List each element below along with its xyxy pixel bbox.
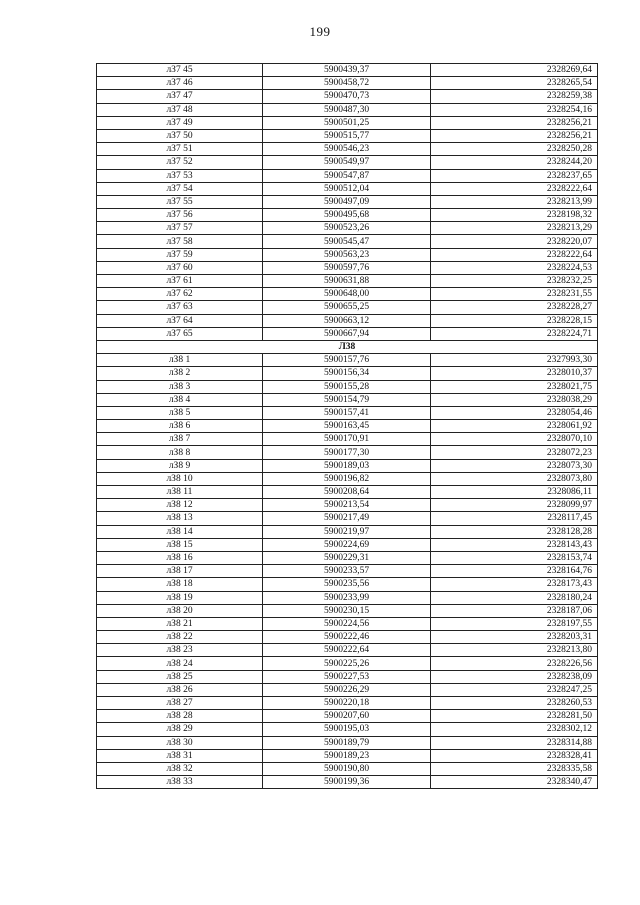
point-id-cell: лЗ8 2 [97, 367, 263, 380]
table-row [97, 77, 598, 90]
x-coordinate-cell: 5900189,03 [263, 459, 431, 472]
table-row [97, 697, 598, 710]
y-coordinate-cell: 2328340,47 [431, 776, 598, 789]
table-row [97, 578, 598, 591]
x-coordinate-cell: 5900512,04 [263, 182, 431, 195]
y-coordinate-cell: 2328260,53 [431, 697, 598, 710]
y-coordinate-cell: 2328086,11 [431, 486, 598, 499]
point-id-cell: лЗ8 25 [97, 670, 263, 683]
x-coordinate-cell: 5900229,31 [263, 551, 431, 564]
table-body-top [97, 64, 598, 341]
y-coordinate-cell: 2328073,80 [431, 472, 598, 485]
y-coordinate-cell: 2328238,09 [431, 670, 598, 683]
y-coordinate-cell: 2328314,88 [431, 736, 598, 749]
table-row [97, 182, 598, 195]
x-coordinate-cell: 5900208,64 [263, 486, 431, 499]
point-id-cell: лЗ8 22 [97, 631, 263, 644]
y-coordinate-cell: 2328187,06 [431, 604, 598, 617]
y-coordinate-cell: 2328250,28 [431, 143, 598, 156]
y-coordinate-cell: 2328226,56 [431, 657, 598, 670]
point-id-cell: лЗ8 19 [97, 591, 263, 604]
y-coordinate-cell: 2328302,12 [431, 723, 598, 736]
point-id-cell: лЗ7 58 [97, 235, 263, 248]
x-coordinate-cell: 5900157,41 [263, 406, 431, 419]
point-id-cell: лЗ7 55 [97, 195, 263, 208]
table-row [97, 235, 598, 248]
point-id-cell: лЗ7 50 [97, 129, 263, 142]
point-id-cell: лЗ8 4 [97, 393, 263, 406]
x-coordinate-cell: 5900163,45 [263, 420, 431, 433]
x-coordinate-cell: 5900157,76 [263, 354, 431, 367]
table-row [97, 393, 598, 406]
x-coordinate-cell: 5900196,82 [263, 472, 431, 485]
point-id-cell: лЗ7 54 [97, 182, 263, 195]
x-coordinate-cell: 5900220,18 [263, 697, 431, 710]
coordinates-table [96, 63, 598, 789]
x-coordinate-cell: 5900170,91 [263, 433, 431, 446]
table-row [97, 354, 598, 367]
point-id-cell: лЗ7 53 [97, 169, 263, 182]
x-coordinate-cell: 5900224,69 [263, 538, 431, 551]
table-row [97, 762, 598, 775]
x-coordinate-cell: 5900655,25 [263, 301, 431, 314]
x-coordinate-cell: 5900222,46 [263, 631, 431, 644]
y-coordinate-cell: 2328328,41 [431, 749, 598, 762]
table-row [97, 631, 598, 644]
point-id-cell: лЗ7 60 [97, 261, 263, 274]
x-coordinate-cell: 5900470,73 [263, 90, 431, 103]
point-id-cell: лЗ8 17 [97, 565, 263, 578]
x-coordinate-cell: 5900177,30 [263, 446, 431, 459]
point-id-cell: лЗ7 52 [97, 156, 263, 169]
point-id-cell: лЗ7 47 [97, 90, 263, 103]
y-coordinate-cell: 2328259,38 [431, 90, 598, 103]
point-id-cell: лЗ7 63 [97, 301, 263, 314]
table-row [97, 156, 598, 169]
x-coordinate-cell: 5900563,23 [263, 248, 431, 261]
point-id-cell: лЗ8 6 [97, 420, 263, 433]
table-row [97, 90, 598, 103]
table-row [97, 736, 598, 749]
y-coordinate-cell: 2328203,31 [431, 631, 598, 644]
y-coordinate-cell: 2328213,99 [431, 195, 598, 208]
y-coordinate-cell: 2328153,74 [431, 551, 598, 564]
point-id-cell: лЗ8 33 [97, 776, 263, 789]
table-row [97, 288, 598, 301]
table-row [97, 301, 598, 314]
x-coordinate-cell: 5900549,97 [263, 156, 431, 169]
table-row [97, 591, 598, 604]
y-coordinate-cell: 2328180,24 [431, 591, 598, 604]
x-coordinate-cell: 5900597,76 [263, 261, 431, 274]
point-id-cell: лЗ8 9 [97, 459, 263, 472]
point-id-cell: лЗ7 51 [97, 143, 263, 156]
x-coordinate-cell: 5900156,34 [263, 367, 431, 380]
table-row [97, 261, 598, 274]
x-coordinate-cell: 5900233,57 [263, 565, 431, 578]
table-row [97, 486, 598, 499]
y-coordinate-cell: 2328231,55 [431, 288, 598, 301]
point-id-cell: лЗ7 45 [97, 64, 263, 77]
x-coordinate-cell: 5900217,49 [263, 512, 431, 525]
section-heading-group [97, 340, 598, 353]
y-coordinate-cell: 2328070,10 [431, 433, 598, 446]
table-row [97, 512, 598, 525]
y-coordinate-cell: 2328335,58 [431, 762, 598, 775]
table-row [97, 433, 598, 446]
table-row [97, 103, 598, 116]
x-coordinate-cell: 5900224,56 [263, 617, 431, 630]
y-coordinate-cell: 2328256,21 [431, 129, 598, 142]
point-id-cell: лЗ8 3 [97, 380, 263, 393]
point-id-cell: лЗ8 8 [97, 446, 263, 459]
page-number: 199 [309, 24, 331, 39]
point-id-cell: лЗ8 14 [97, 525, 263, 538]
table-row [97, 420, 598, 433]
y-coordinate-cell: 2328228,15 [431, 314, 598, 327]
table-row [97, 314, 598, 327]
y-coordinate-cell: 2328072,23 [431, 446, 598, 459]
point-id-cell: лЗ8 32 [97, 762, 263, 775]
point-id-cell: лЗ8 7 [97, 433, 263, 446]
x-coordinate-cell: 5900199,36 [263, 776, 431, 789]
y-coordinate-cell: 2328164,76 [431, 565, 598, 578]
x-coordinate-cell: 5900195,03 [263, 723, 431, 736]
y-coordinate-cell: 2328197,55 [431, 617, 598, 630]
y-coordinate-cell: 2328224,53 [431, 261, 598, 274]
y-coordinate-cell: 2328061,92 [431, 420, 598, 433]
x-coordinate-cell: 5900487,30 [263, 103, 431, 116]
table-row [97, 644, 598, 657]
table-row [97, 749, 598, 762]
x-coordinate-cell: 5900154,79 [263, 393, 431, 406]
x-coordinate-cell: 5900230,15 [263, 604, 431, 617]
table-row [97, 776, 598, 789]
table-row [97, 683, 598, 696]
table-row [97, 551, 598, 564]
point-id-cell: лЗ7 64 [97, 314, 263, 327]
point-id-cell: лЗ8 1 [97, 354, 263, 367]
x-coordinate-cell: 5900155,28 [263, 380, 431, 393]
table-row [97, 670, 598, 683]
table-row [97, 710, 598, 723]
x-coordinate-cell: 5900547,87 [263, 169, 431, 182]
x-coordinate-cell: 5900497,09 [263, 195, 431, 208]
x-coordinate-cell: 5900207,60 [263, 710, 431, 723]
y-coordinate-cell: 2328021,75 [431, 380, 598, 393]
x-coordinate-cell: 5900213,54 [263, 499, 431, 512]
point-id-cell: лЗ8 21 [97, 617, 263, 630]
point-id-cell: лЗ8 5 [97, 406, 263, 419]
point-id-cell: лЗ7 48 [97, 103, 263, 116]
y-coordinate-cell: 2328232,25 [431, 275, 598, 288]
y-coordinate-cell: 2328228,27 [431, 301, 598, 314]
x-coordinate-cell: 5900667,94 [263, 327, 431, 340]
y-coordinate-cell: 2328213,80 [431, 644, 598, 657]
point-id-cell: лЗ8 26 [97, 683, 263, 696]
y-coordinate-cell: 2328269,64 [431, 64, 598, 77]
point-id-cell: лЗ7 56 [97, 209, 263, 222]
point-id-cell: лЗ7 62 [97, 288, 263, 301]
y-coordinate-cell: 2328010,37 [431, 367, 598, 380]
x-coordinate-cell: 5900515,77 [263, 129, 431, 142]
point-id-cell: лЗ8 20 [97, 604, 263, 617]
x-coordinate-cell: 5900219,97 [263, 525, 431, 538]
table-row [97, 222, 598, 235]
table-row [97, 248, 598, 261]
point-id-cell: лЗ8 15 [97, 538, 263, 551]
y-coordinate-cell: 2327993,30 [431, 354, 598, 367]
x-coordinate-cell: 5900189,79 [263, 736, 431, 749]
table-body-bottom [97, 354, 598, 789]
point-id-cell: лЗ8 30 [97, 736, 263, 749]
y-coordinate-cell: 2328099,97 [431, 499, 598, 512]
point-id-cell: лЗ8 23 [97, 644, 263, 657]
x-coordinate-cell: 5900501,25 [263, 116, 431, 129]
table-row [97, 617, 598, 630]
x-coordinate-cell: 5900225,26 [263, 657, 431, 670]
point-id-cell: лЗ7 61 [97, 275, 263, 288]
point-id-cell: лЗ8 24 [97, 657, 263, 670]
y-coordinate-cell: 2328265,54 [431, 77, 598, 90]
x-coordinate-cell: 5900648,00 [263, 288, 431, 301]
table-row [97, 472, 598, 485]
point-id-cell: лЗ8 12 [97, 499, 263, 512]
point-id-cell: лЗ8 27 [97, 697, 263, 710]
x-coordinate-cell: 5900495,68 [263, 209, 431, 222]
x-coordinate-cell: 5900458,72 [263, 77, 431, 90]
x-coordinate-cell: 5900523,26 [263, 222, 431, 235]
point-id-cell: лЗ8 18 [97, 578, 263, 591]
table-row [97, 604, 598, 617]
x-coordinate-cell: 5900189,23 [263, 749, 431, 762]
y-coordinate-cell: 2328038,29 [431, 393, 598, 406]
point-id-cell: лЗ8 11 [97, 486, 263, 499]
point-id-cell: лЗ8 10 [97, 472, 263, 485]
table-row [97, 209, 598, 222]
table-row [97, 64, 598, 77]
x-coordinate-cell: 5900439,37 [263, 64, 431, 77]
point-id-cell: лЗ7 65 [97, 327, 263, 340]
table-row [97, 446, 598, 459]
table-row [97, 275, 598, 288]
table-row [97, 380, 598, 393]
point-id-cell: лЗ8 13 [97, 512, 263, 525]
y-coordinate-cell: 2328198,32 [431, 209, 598, 222]
point-id-cell: лЗ7 59 [97, 248, 263, 261]
x-coordinate-cell: 5900631,88 [263, 275, 431, 288]
point-id-cell: лЗ8 28 [97, 710, 263, 723]
y-coordinate-cell: 2328222,64 [431, 248, 598, 261]
x-coordinate-cell: 5900190,80 [263, 762, 431, 775]
table-row [97, 723, 598, 736]
table-row [97, 657, 598, 670]
table-row [97, 525, 598, 538]
y-coordinate-cell: 2328213,29 [431, 222, 598, 235]
point-id-cell: лЗ8 16 [97, 551, 263, 564]
y-coordinate-cell: 2328073,30 [431, 459, 598, 472]
x-coordinate-cell: 5900663,12 [263, 314, 431, 327]
x-coordinate-cell: 5900233,99 [263, 591, 431, 604]
y-coordinate-cell: 2328224,71 [431, 327, 598, 340]
table-row [97, 499, 598, 512]
table-row [97, 169, 598, 182]
point-id-cell: лЗ7 46 [97, 77, 263, 90]
y-coordinate-cell: 2328222,64 [431, 182, 598, 195]
x-coordinate-cell: 5900545,47 [263, 235, 431, 248]
x-coordinate-cell: 5900222,64 [263, 644, 431, 657]
y-coordinate-cell: 2328143,43 [431, 538, 598, 551]
table-row [97, 538, 598, 551]
x-coordinate-cell: 5900546,23 [263, 143, 431, 156]
x-coordinate-cell: 5900227,53 [263, 670, 431, 683]
section-heading-row [97, 340, 598, 353]
y-coordinate-cell: 2328054,46 [431, 406, 598, 419]
y-coordinate-cell: 2328247,25 [431, 683, 598, 696]
y-coordinate-cell: 2328128,28 [431, 525, 598, 538]
table-row [97, 327, 598, 340]
y-coordinate-cell: 2328254,16 [431, 103, 598, 116]
point-id-cell: лЗ8 29 [97, 723, 263, 736]
table-row [97, 406, 598, 419]
table-row [97, 367, 598, 380]
table-row [97, 459, 598, 472]
y-coordinate-cell: 2328117,45 [431, 512, 598, 525]
x-coordinate-cell: 5900235,56 [263, 578, 431, 591]
y-coordinate-cell: 2328244,20 [431, 156, 598, 169]
y-coordinate-cell: 2328256,21 [431, 116, 598, 129]
table-row [97, 129, 598, 142]
table-row [97, 195, 598, 208]
y-coordinate-cell: 2328220,07 [431, 235, 598, 248]
section-heading: Л38 [97, 340, 598, 353]
point-id-cell: лЗ7 49 [97, 116, 263, 129]
y-coordinate-cell: 2328237,65 [431, 169, 598, 182]
point-id-cell: лЗ7 57 [97, 222, 263, 235]
y-coordinate-cell: 2328173,43 [431, 578, 598, 591]
table-row [97, 565, 598, 578]
y-coordinate-cell: 2328281,50 [431, 710, 598, 723]
x-coordinate-cell: 5900226,29 [263, 683, 431, 696]
table-row [97, 116, 598, 129]
point-id-cell: лЗ8 31 [97, 749, 263, 762]
table-row [97, 143, 598, 156]
